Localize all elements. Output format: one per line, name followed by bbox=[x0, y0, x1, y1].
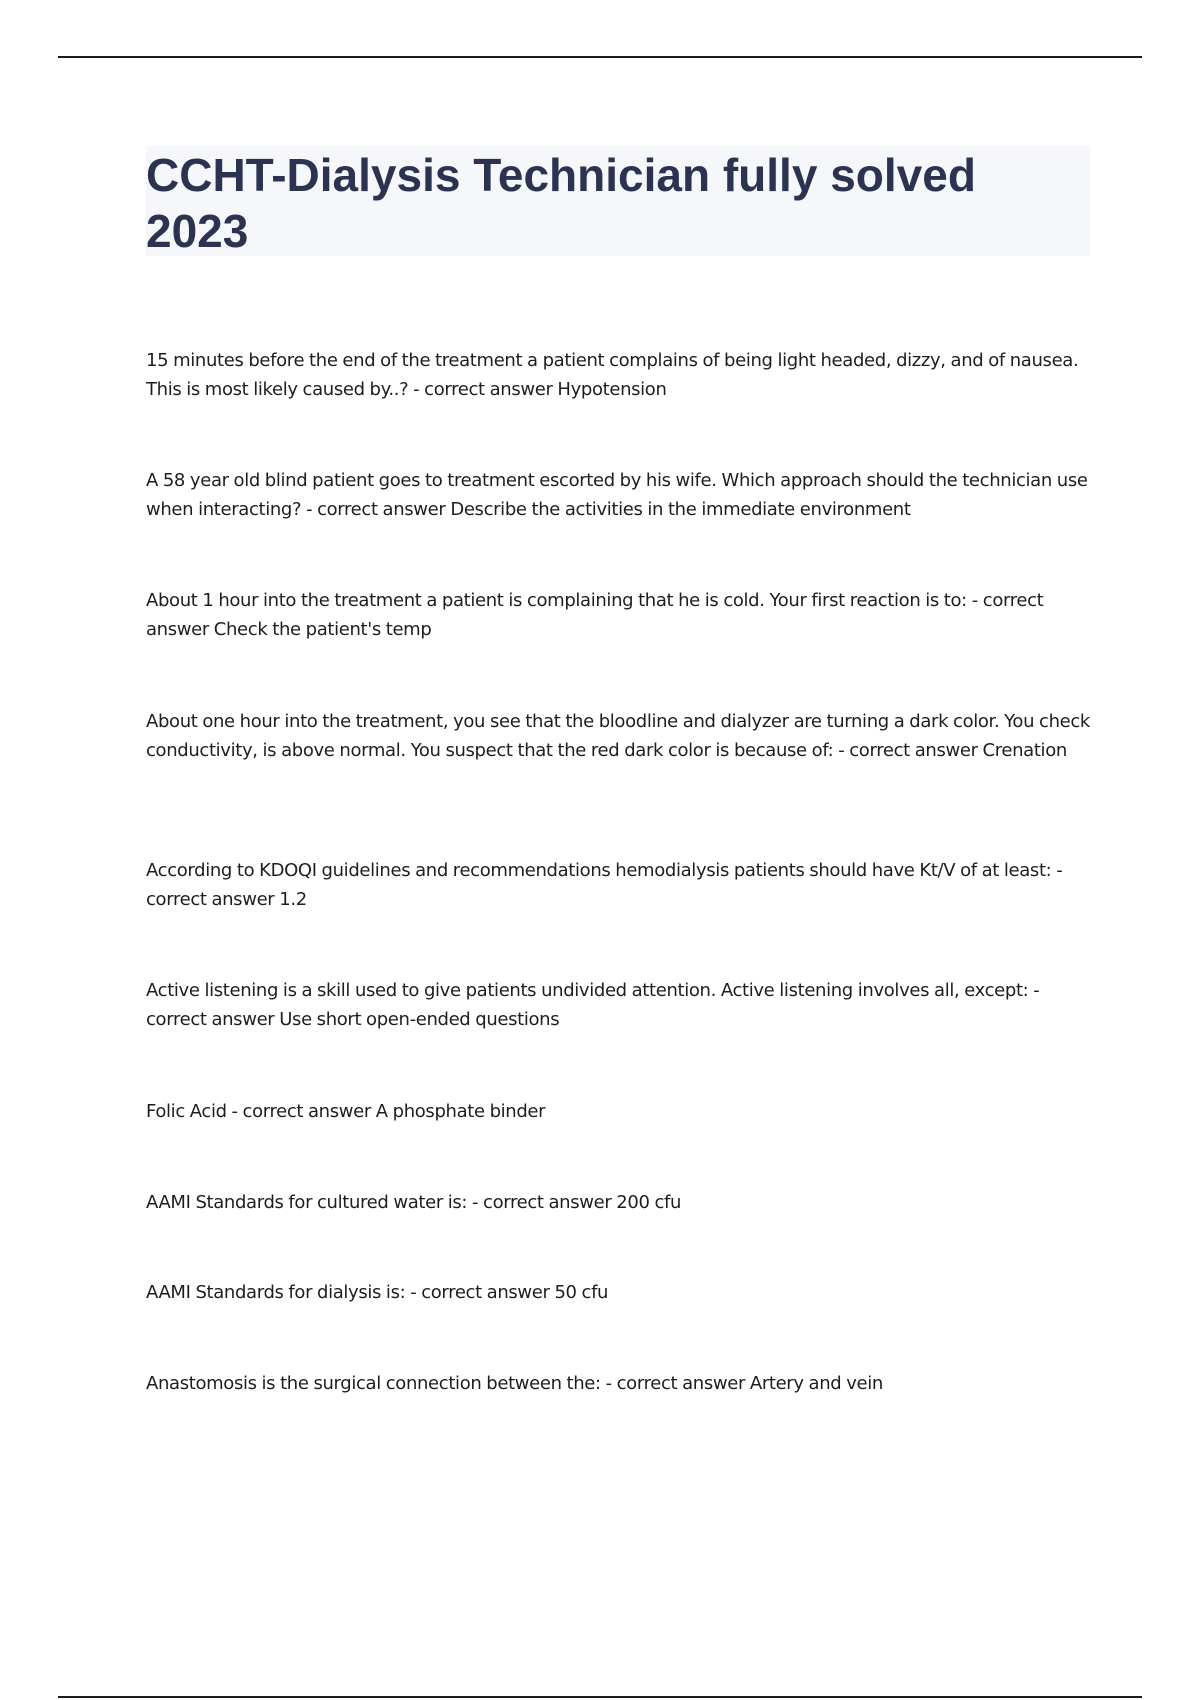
top-rule bbox=[58, 56, 1142, 58]
qa-item: About one hour into the treatment, you see that the bloodline and dialyzer are turning a dark color. You check conductivity, is above normal. You suspect that the red dark color is because of: - correct answer Crenation bbox=[146, 711, 1090, 761]
qa-item: Anastomosis is the surgical connection between the: - correct answer Artery and vein bbox=[146, 1373, 883, 1394]
qa-item: According to KDOQI guidelines and recommendations hemodialysis patients should have Kt/V of at least: - correct answer 1.2 bbox=[146, 860, 1063, 910]
qa-item: A 58 year old blind patient goes to treatment escorted by his wife. Which approach should the technician use when interacting? - correct answer Describe the activities in the immediate environment bbox=[146, 470, 1088, 520]
qa-item: 15 minutes before the end of the treatment a patient complains of being light headed, dizzy, and of nausea. This is most likely caused by..? - correct answer Hypotension bbox=[146, 350, 1079, 400]
qa-item: AAMI Standards for cultured water is: - correct answer 200 cfu bbox=[146, 1192, 682, 1213]
qa-item: About 1 hour into the treatment a patient is complaining that he is cold. Your first reaction is to: - correct answer Check the patient's temp bbox=[146, 590, 1044, 640]
document-title: CCHT-Dialysis Technician fully solved 2023 bbox=[146, 149, 976, 257]
bottom-rule bbox=[58, 1696, 1142, 1698]
qa-item: Active listening is a skill used to give patients undivided attention. Active listening involves all, except: - correct answer Use short open-ended questions bbox=[146, 980, 1040, 1030]
qa-item: Folic Acid - correct answer A phosphate binder bbox=[146, 1101, 546, 1122]
qa-item: AAMI Standards for dialysis is: - correct answer 50 cfu bbox=[146, 1282, 609, 1303]
